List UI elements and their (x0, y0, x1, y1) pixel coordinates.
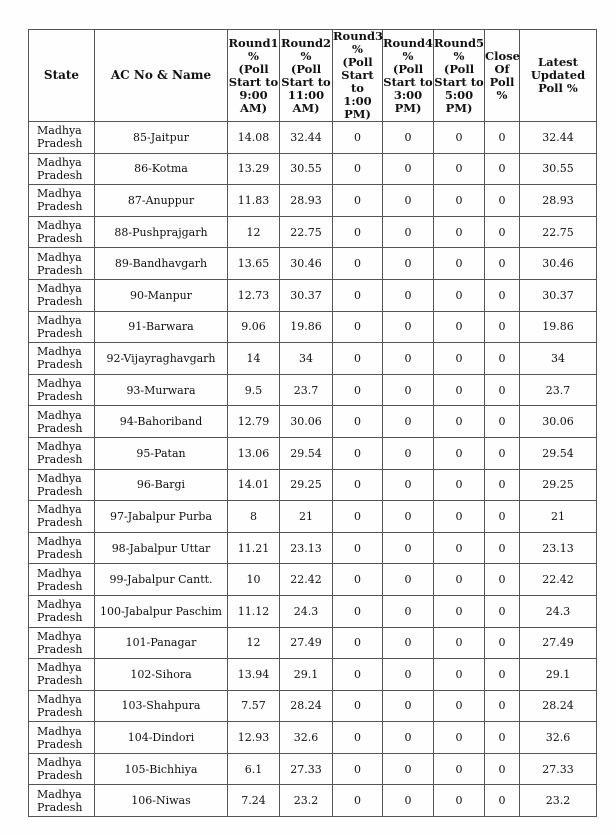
round3-cell: 0 (333, 248, 383, 280)
latest-cell: 28.24 (520, 690, 597, 722)
ac-cell: 90-Manpur (95, 279, 228, 311)
latest-cell: 23.13 (520, 532, 597, 564)
round5-cell: 0 (434, 595, 485, 627)
close-cell: 0 (485, 343, 520, 375)
close-cell: 0 (485, 185, 520, 217)
latest-cell: 29.54 (520, 437, 597, 469)
round4-cell: 0 (383, 627, 434, 659)
round1-cell: 14 (228, 343, 280, 375)
latest-cell: 30.06 (520, 406, 597, 438)
round4-cell: 0 (383, 216, 434, 248)
round5-cell: 0 (434, 406, 485, 438)
header-round4: Round4 % (Poll Start to 3:00 PM) (383, 30, 434, 122)
ac-cell: 102-Sihora (95, 659, 228, 691)
header-latest-updated: Latest Updated Poll % (520, 30, 597, 122)
round2-cell: 27.33 (280, 753, 333, 785)
state-cell: Madhya Pradesh (29, 437, 95, 469)
header-ac-no-name (95, 30, 228, 122)
round2-cell: 19.86 (280, 311, 333, 343)
round1-cell: 13.65 (228, 248, 280, 280)
round4-cell: 0 (383, 374, 434, 406)
round2-cell: 23.2 (280, 785, 333, 817)
round5-cell: 0 (434, 122, 485, 154)
round3-cell: 0 (333, 753, 383, 785)
state-cell: Madhya Pradesh (29, 690, 95, 722)
round2-cell: 32.44 (280, 122, 333, 154)
round1-cell: 12 (228, 216, 280, 248)
round2-cell: 24.3 (280, 595, 333, 627)
table-row (29, 627, 597, 659)
ac-cell: 99-Jabalpur Cantt. (95, 564, 228, 596)
round5-cell: 0 (434, 501, 485, 533)
table-row (29, 248, 597, 280)
round3-cell: 0 (333, 501, 383, 533)
table-row (29, 659, 597, 691)
ac-cell: 86-Kotma (95, 153, 228, 185)
round2-cell: 28.24 (280, 690, 333, 722)
ac-cell: 106-Niwas (95, 785, 228, 817)
state-cell: Madhya Pradesh (29, 279, 95, 311)
latest-cell: 29.25 (520, 469, 597, 501)
round5-cell: 0 (434, 785, 485, 817)
latest-cell: 30.46 (520, 248, 597, 280)
close-cell: 0 (485, 216, 520, 248)
ac-cell: 104-Dindori (95, 722, 228, 754)
round2-cell: 23.7 (280, 374, 333, 406)
round5-cell: 0 (434, 532, 485, 564)
close-cell: 0 (485, 722, 520, 754)
round5-cell: 0 (434, 185, 485, 217)
ac-cell: 87-Anuppur (95, 185, 228, 217)
round1-cell: 14.08 (228, 122, 280, 154)
round4-cell: 0 (383, 248, 434, 280)
round4-cell: 0 (383, 406, 434, 438)
round1-cell: 11.21 (228, 532, 280, 564)
header-round2: Round2 % (Poll Start to 11:00 AM) (280, 30, 333, 122)
state-cell: Madhya Pradesh (29, 153, 95, 185)
table-row (29, 437, 597, 469)
table-row (29, 532, 597, 564)
round4-cell: 0 (383, 785, 434, 817)
round1-cell: 7.57 (228, 690, 280, 722)
round3-cell: 0 (333, 122, 383, 154)
round3-cell: 0 (333, 690, 383, 722)
latest-cell: 21 (520, 501, 597, 533)
close-cell: 0 (485, 501, 520, 533)
latest-cell: 27.49 (520, 627, 597, 659)
round3-cell: 0 (333, 532, 383, 564)
round5-cell: 0 (434, 311, 485, 343)
ac-cell: 101-Panagar (95, 627, 228, 659)
round3-cell: 0 (333, 564, 383, 596)
header-close-of-poll: Close Of Poll % (485, 30, 520, 122)
poll-percentage-table (28, 29, 597, 817)
ac-cell: 92-Vijayraghavgarh (95, 343, 228, 375)
round1-cell: 12.93 (228, 722, 280, 754)
latest-cell: 22.75 (520, 216, 597, 248)
round2-cell: 21 (280, 501, 333, 533)
close-cell: 0 (485, 248, 520, 280)
round2-cell: 27.49 (280, 627, 333, 659)
round4-cell: 0 (383, 501, 434, 533)
round4-cell: 0 (383, 122, 434, 154)
latest-cell: 30.37 (520, 279, 597, 311)
round1-cell: 7.24 (228, 785, 280, 817)
close-cell: 0 (485, 374, 520, 406)
round3-cell: 0 (333, 406, 383, 438)
table-row (29, 690, 597, 722)
latest-cell: 34 (520, 343, 597, 375)
state-cell: Madhya Pradesh (29, 564, 95, 596)
table-row (29, 153, 597, 185)
round2-cell: 30.46 (280, 248, 333, 280)
close-cell: 0 (485, 595, 520, 627)
round1-cell: 11.12 (228, 595, 280, 627)
ac-cell: 98-Jabalpur Uttar (95, 532, 228, 564)
round1-cell: 12 (228, 627, 280, 659)
ac-cell: 103-Shahpura (95, 690, 228, 722)
round4-cell: 0 (383, 532, 434, 564)
table-row (29, 311, 597, 343)
table-body (29, 122, 597, 817)
table-row (29, 501, 597, 533)
latest-cell: 27.33 (520, 753, 597, 785)
state-cell: Madhya Pradesh (29, 185, 95, 217)
round3-cell: 0 (333, 627, 383, 659)
round1-cell: 10 (228, 564, 280, 596)
round3-cell: 0 (333, 785, 383, 817)
table-row (29, 564, 597, 596)
round4-cell: 0 (383, 659, 434, 691)
round1-cell: 11.83 (228, 185, 280, 217)
close-cell: 0 (485, 753, 520, 785)
latest-cell: 28.93 (520, 185, 597, 217)
ac-cell: 85-Jaitpur (95, 122, 228, 154)
round2-cell: 29.1 (280, 659, 333, 691)
round2-cell: 23.13 (280, 532, 333, 564)
close-cell: 0 (485, 659, 520, 691)
state-cell: Madhya Pradesh (29, 122, 95, 154)
latest-cell: 22.42 (520, 564, 597, 596)
ac-cell: 97-Jabalpur Purba (95, 501, 228, 533)
state-cell: Madhya Pradesh (29, 722, 95, 754)
round4-cell: 0 (383, 279, 434, 311)
round2-cell: 32.6 (280, 722, 333, 754)
round2-cell: 28.93 (280, 185, 333, 217)
ac-cell: 100-Jabalpur Paschim (95, 595, 228, 627)
round5-cell: 0 (434, 153, 485, 185)
round2-cell: 30.37 (280, 279, 333, 311)
close-cell: 0 (485, 279, 520, 311)
latest-cell: 24.3 (520, 595, 597, 627)
round1-cell: 9.06 (228, 311, 280, 343)
round5-cell: 0 (434, 279, 485, 311)
round3-cell: 0 (333, 374, 383, 406)
round5-cell: 0 (434, 690, 485, 722)
round3-cell: 0 (333, 595, 383, 627)
ac-cell: 91-Barwara (95, 311, 228, 343)
round1-cell: 13.94 (228, 659, 280, 691)
table-row (29, 185, 597, 217)
round4-cell: 0 (383, 185, 434, 217)
round4-cell: 0 (383, 311, 434, 343)
close-cell: 0 (485, 532, 520, 564)
close-cell: 0 (485, 690, 520, 722)
close-cell: 0 (485, 406, 520, 438)
close-cell: 0 (485, 311, 520, 343)
round2-cell: 29.54 (280, 437, 333, 469)
header-round1: Round1 % (Poll Start to 9:00 AM) (228, 30, 280, 122)
round3-cell: 0 (333, 437, 383, 469)
latest-cell: 30.55 (520, 153, 597, 185)
state-cell: Madhya Pradesh (29, 785, 95, 817)
close-cell: 0 (485, 785, 520, 817)
ac-cell: 94-Bahoriband (95, 406, 228, 438)
round3-cell: 0 (333, 659, 383, 691)
header-row (29, 30, 597, 122)
state-cell: Madhya Pradesh (29, 469, 95, 501)
state-cell: Madhya Pradesh (29, 532, 95, 564)
round5-cell: 0 (434, 722, 485, 754)
header-round5: Round5 % (Poll Start to 5:00 PM) (434, 30, 485, 122)
latest-cell: 32.6 (520, 722, 597, 754)
ac-cell: 93-Murwara (95, 374, 228, 406)
round5-cell: 0 (434, 248, 485, 280)
round5-cell: 0 (434, 753, 485, 785)
close-cell: 0 (485, 153, 520, 185)
round2-cell: 22.42 (280, 564, 333, 596)
round1-cell: 12.73 (228, 279, 280, 311)
round4-cell: 0 (383, 469, 434, 501)
round3-cell: 0 (333, 311, 383, 343)
round1-cell: 13.06 (228, 437, 280, 469)
close-cell: 0 (485, 627, 520, 659)
round3-cell: 0 (333, 722, 383, 754)
round5-cell: 0 (434, 437, 485, 469)
close-cell: 0 (485, 437, 520, 469)
round2-cell: 29.25 (280, 469, 333, 501)
round1-cell: 13.29 (228, 153, 280, 185)
header-state (29, 30, 95, 122)
round5-cell: 0 (434, 469, 485, 501)
round5-cell: 0 (434, 627, 485, 659)
table-row (29, 122, 597, 154)
table-row (29, 216, 597, 248)
round4-cell: 0 (383, 753, 434, 785)
state-cell: Madhya Pradesh (29, 311, 95, 343)
round4-cell: 0 (383, 437, 434, 469)
round3-cell: 0 (333, 185, 383, 217)
round2-cell: 30.55 (280, 153, 333, 185)
state-cell: Madhya Pradesh (29, 595, 95, 627)
round4-cell: 0 (383, 153, 434, 185)
state-cell: Madhya Pradesh (29, 753, 95, 785)
latest-cell: 19.86 (520, 311, 597, 343)
round1-cell: 12.79 (228, 406, 280, 438)
round4-cell: 0 (383, 690, 434, 722)
round1-cell: 14.01 (228, 469, 280, 501)
round2-cell: 30.06 (280, 406, 333, 438)
round4-cell: 0 (383, 595, 434, 627)
table-row (29, 374, 597, 406)
round3-cell: 0 (333, 153, 383, 185)
round4-cell: 0 (383, 564, 434, 596)
state-cell: Madhya Pradesh (29, 501, 95, 533)
state-cell: Madhya Pradesh (29, 248, 95, 280)
round5-cell: 0 (434, 216, 485, 248)
latest-cell: 32.44 (520, 122, 597, 154)
state-cell: Madhya Pradesh (29, 627, 95, 659)
table-row (29, 279, 597, 311)
ac-cell: 96-Bargi (95, 469, 228, 501)
close-cell: 0 (485, 564, 520, 596)
table-row (29, 722, 597, 754)
round1-cell: 6.1 (228, 753, 280, 785)
round3-cell: 0 (333, 469, 383, 501)
round1-cell: 8 (228, 501, 280, 533)
table-row (29, 785, 597, 817)
round3-cell: 0 (333, 216, 383, 248)
table-row (29, 343, 597, 375)
header-round3: Round3 % (Poll Start to 1:00 PM) (333, 29, 383, 121)
table-row (29, 753, 597, 785)
round2-cell: 34 (280, 343, 333, 375)
state-cell: Madhya Pradesh (29, 216, 95, 248)
state-cell: Madhya Pradesh (29, 374, 95, 406)
round3-cell: 0 (333, 279, 383, 311)
round4-cell: 0 (383, 722, 434, 754)
ac-cell: 95-Patan (95, 437, 228, 469)
close-cell: 0 (485, 122, 520, 154)
table-row (29, 406, 597, 438)
latest-cell: 23.7 (520, 374, 597, 406)
close-cell: 0 (485, 469, 520, 501)
latest-cell: 29.1 (520, 659, 597, 691)
round5-cell: 0 (434, 564, 485, 596)
state-cell: Madhya Pradesh (29, 659, 95, 691)
round2-cell: 22.75 (280, 216, 333, 248)
round5-cell: 0 (434, 343, 485, 375)
round5-cell: 0 (434, 659, 485, 691)
round1-cell: 9.5 (228, 374, 280, 406)
table-row (29, 595, 597, 627)
ac-cell: 88-Pushprajgarh (95, 216, 228, 248)
round4-cell: 0 (383, 343, 434, 375)
header-ac-label: AC No & Name (110, 68, 212, 82)
state-cell: Madhya Pradesh (29, 343, 95, 375)
ac-cell: 105-Bichhiya (95, 753, 228, 785)
state-cell: Madhya Pradesh (29, 406, 95, 438)
round3-cell: 0 (333, 343, 383, 375)
table-row (29, 469, 597, 501)
latest-cell: 23.2 (520, 785, 597, 817)
round5-cell: 0 (434, 374, 485, 406)
ac-cell: 89-Bandhavgarh (95, 248, 228, 280)
header-state-label: State (43, 68, 80, 82)
